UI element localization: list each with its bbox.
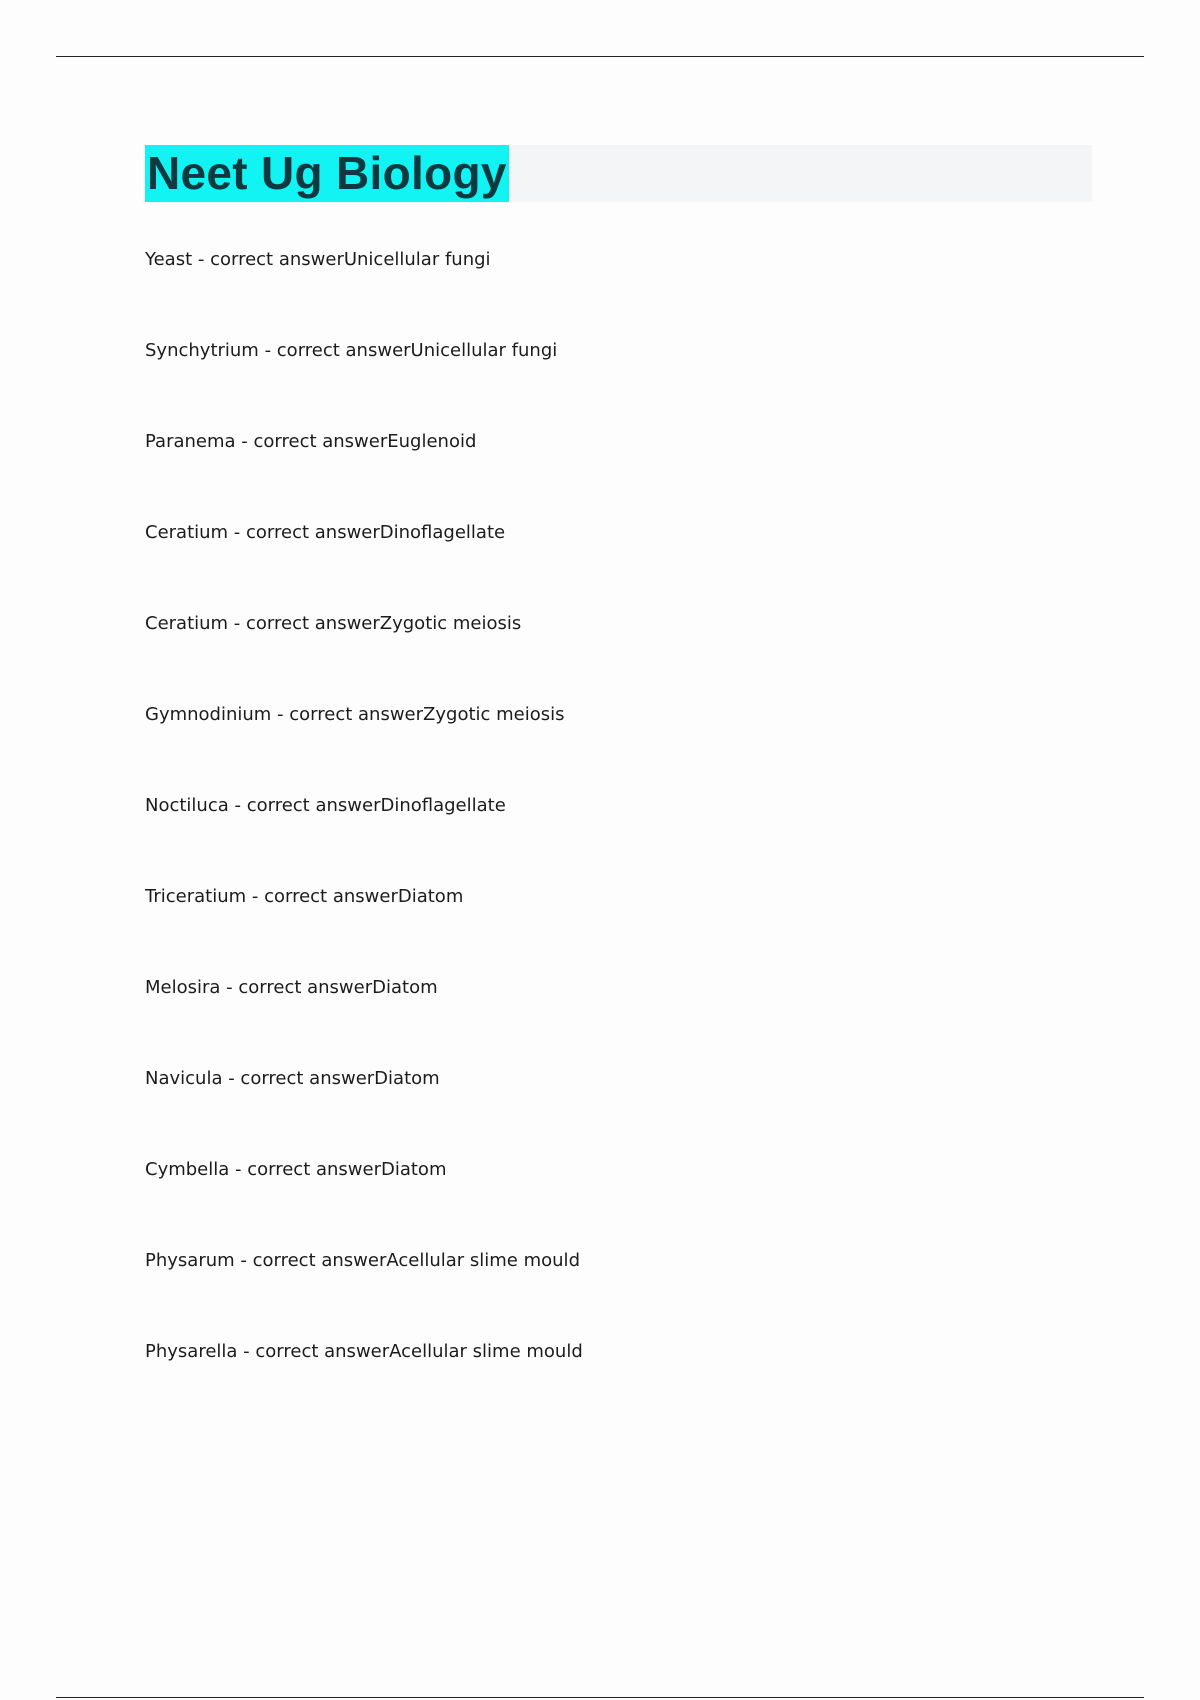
qa-entry: Gymnodinium - correct answerZygotic meiosis — [145, 704, 565, 725]
qa-entry: Paranema - correct answerEuglenoid — [145, 431, 477, 452]
bottom-rule — [56, 1697, 1144, 1698]
qa-entry: Physarella - correct answerAcellular slime mould — [145, 1341, 583, 1362]
top-rule — [56, 56, 1144, 57]
qa-entry: Yeast - correct answerUnicellular fungi — [145, 249, 491, 270]
qa-entry: Noctiluca - correct answerDinoflagellate — [145, 795, 506, 816]
qa-entry: Physarum - correct answerAcellular slime mould — [145, 1250, 580, 1271]
qa-entry: Navicula - correct answerDiatom — [145, 1068, 440, 1089]
qa-entry: Synchytrium - correct answerUnicellular fungi — [145, 340, 558, 361]
qa-entry: Triceratium - correct answerDiatom — [145, 886, 464, 907]
qa-entry: Cymbella - correct answerDiatom — [145, 1159, 447, 1180]
title-highlight — [145, 145, 509, 202]
qa-entry: Melosira - correct answerDiatom — [145, 977, 438, 998]
qa-entry: Ceratium - correct answerDinoflagellate — [145, 522, 506, 543]
qa-list — [145, 246, 1085, 1429]
qa-entry: Ceratium - correct answerZygotic meiosis — [145, 613, 522, 634]
page-title: Neet Ug Biology — [147, 147, 507, 199]
